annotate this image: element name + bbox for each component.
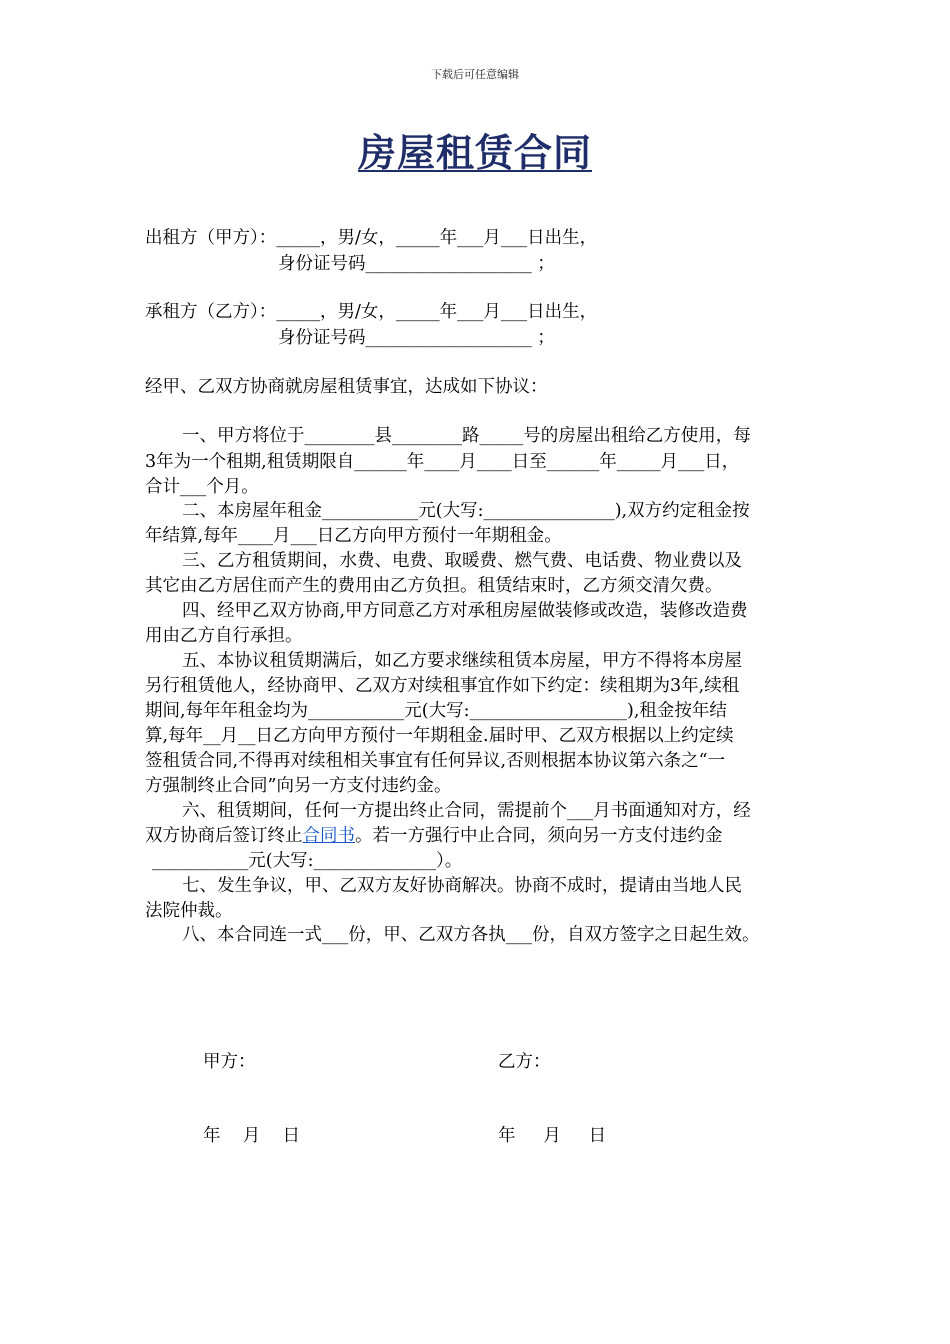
clause-5-line: 另行租赁他人，经协商甲、乙双方对续租事宜作如下约定：续租期为3年,续租 [145, 676, 740, 696]
clause-6-line [145, 824, 723, 848]
clause-7-line: 七、发生争议，甲、乙双方友好协商解决。协商不成时，提请由当地人民 [182, 876, 742, 896]
clause-1-line: 一、甲方将位于________县________路_____号的房屋出租给乙方使用，每 [182, 426, 751, 446]
clause-5-line: 算,每年__月__日乙方向甲方预付一年期租金.届时甲、乙双方根据以上约定续 [145, 726, 734, 746]
party-b-signature-label: 乙方： [498, 1052, 551, 1072]
clause-6-text: 。若一方强行中止合同，须向另一方支付违约金 [355, 826, 723, 846]
clause-6-line: 六、租赁期间，任何一方提出终止合同，需提前个___月书面通知对方，经 [182, 801, 751, 821]
clause-5-line: 五、本协议租赁期满后，如乙方要求继续租赁本房屋，甲方不得将本房屋 [182, 651, 742, 671]
clause-1-line: 合计___个月。 [145, 477, 259, 497]
clause-5-line: 签租赁合同,不得再对续租相关事宜有任何异议,否则根据本协议第六条之“一 [145, 751, 726, 771]
contract-link[interactable]: 合同书 [302, 826, 355, 846]
clause-2-line: 年结算,每年____月___日乙方向甲方预付一年期租金。 [145, 526, 562, 546]
clause-3-line: 三、乙方租赁期间，水费、电费、取暖费、燃气费、电话费、物业费以及 [182, 551, 742, 571]
header-note: 下载后可任意编辑 [431, 68, 519, 81]
clause-4-line: 用由乙方自行承担。 [145, 626, 303, 646]
party-a-signature-label: 甲方： [203, 1052, 256, 1072]
party-a-date: 年 月 日 [203, 1126, 301, 1146]
party-b-date: 年 月 日 [498, 1126, 607, 1146]
title-text: 房屋租赁合同 [357, 130, 592, 175]
clause-5-line: 方强制终止合同”向另一方支付违约金。 [145, 776, 452, 796]
clause-2-line: 二、本房屋年租金___________元(大写:_______________),双方约定租金按 [182, 501, 750, 521]
clause-1-line: 3年为一个租期,租赁期限自______年____月____日至______年_____月___日， [145, 452, 740, 472]
intro-line: 经甲、乙双方协商就房屋租赁事宜，达成如下协议： [145, 377, 548, 397]
clause-4-line: 四、经甲乙双方协商,甲方同意乙方对承租房屋做装修或改造，装修改造费 [182, 601, 748, 621]
document-title [0, 122, 950, 177]
clause-3-line: 其它由乙方居住而产生的费用由乙方负担。租赁结束时，乙方须交清欠费。 [145, 576, 723, 596]
lessor-line: 出租方（甲方）：_____，男/女，_____年___月___日出生， [145, 228, 598, 248]
clause-6-line: ___________元(大写:______________）。 [152, 851, 463, 871]
lessee-line: 承租方（乙方）：_____，男/女，_____年___月___日出生， [145, 302, 598, 322]
clause-5-line: 期间,每年年租金均为___________元(大写:__________________),租金按年结 [145, 701, 727, 721]
clause-8-line: 八、本合同连一式___份，甲、乙双方各执___份，自双方签字之日起生效。 [182, 925, 760, 945]
lessor-id-line: 身份证号码___________________ ； [278, 254, 555, 274]
clause-7-line: 法院仲裁。 [145, 901, 233, 921]
clause-6-text: 双方协商后签订终止 [145, 826, 303, 846]
lessee-id-line: 身份证号码___________________ ； [278, 328, 555, 348]
